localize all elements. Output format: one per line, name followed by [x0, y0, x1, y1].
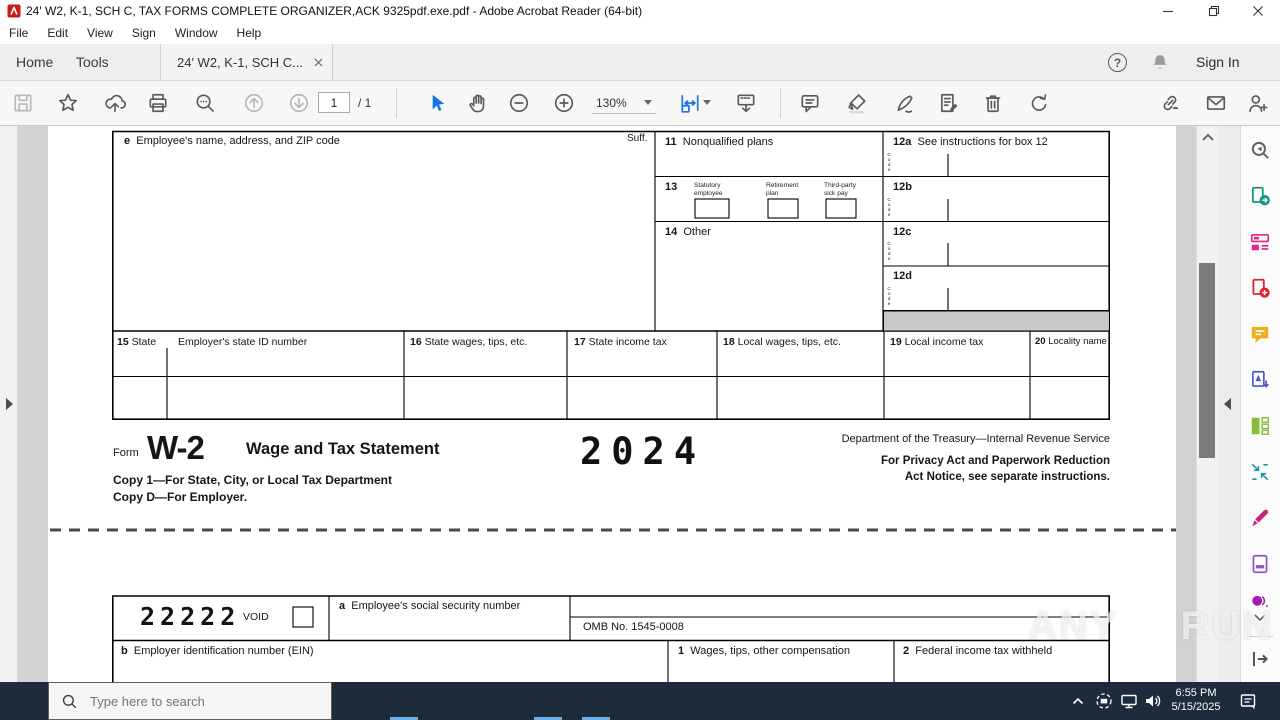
menu-sign[interactable]: Sign [131, 26, 156, 40]
box17-num: 17 [574, 336, 586, 348]
form-name: W-2 [147, 429, 204, 466]
box13-retirement-label: Retirement plan [766, 182, 799, 197]
menu-view[interactable]: View [87, 26, 113, 40]
box15-label: State [131, 336, 157, 348]
box18-num: 18 [723, 336, 735, 348]
taskbar-search-input[interactable] [88, 693, 312, 710]
box13-num: 13 [665, 181, 678, 193]
page-count-label: / 1 [358, 96, 372, 110]
box2-num: 2 [903, 645, 910, 657]
control-number: 22222 [140, 602, 241, 631]
box20-num: 20 [1035, 336, 1046, 347]
taskbar-search-icon [61, 693, 78, 710]
box12a-label: See instructions for box 12 [917, 136, 1048, 148]
box11-label: Nonqualified plans [682, 136, 774, 148]
box12b-code-label: Code [886, 197, 892, 217]
box-e-label: Employee's name, address, and ZIP code [136, 135, 340, 147]
box11-num: 11 [665, 136, 677, 148]
copyd-line: Copy D—For Employer. [113, 490, 248, 504]
menu-help[interactable]: Help [236, 26, 262, 40]
box-a-letter: a [339, 600, 346, 612]
form-year: 2024 [580, 430, 706, 473]
tab-document-label: 24' W2, K-1, SCH C... [177, 54, 304, 70]
box16-label: State wages, tips, etc. [424, 336, 528, 348]
menu-edit[interactable]: Edit [47, 26, 69, 40]
window-title: 24' W2, K-1, SCH C, TAX FORMS COMPLETE ORGANIZER,ACK 9325pdf.exe.pdf - Adobe Acrobat Reader (64-bit) [26, 4, 643, 18]
treasury-line: Department of the Treasury—Internal Revenue Service [841, 433, 1110, 445]
tray-time: 6:55 PM [1175, 687, 1217, 699]
box12c-num: 12c [893, 226, 912, 238]
box-b-letter: b [121, 645, 128, 657]
void-label: VOID [243, 611, 269, 623]
box19-label: Local income tax [904, 336, 984, 348]
omb-label: OMB No. 1545-0008 [583, 621, 684, 633]
suffix-label: Suff. [627, 133, 648, 144]
box12b-num: 12b [893, 181, 912, 193]
help-icon[interactable]: ? [1108, 53, 1127, 72]
tab-tools[interactable]: Tools [76, 54, 109, 70]
tab-home[interactable]: Home [16, 54, 54, 70]
box13-statutory-label: Statutory employee [694, 182, 723, 197]
box-a-label: Employee's social security number [351, 600, 521, 612]
box13-sickpay-label: Third-party sick pay [824, 182, 856, 197]
tray-date: 5/15/2025 [1171, 701, 1221, 713]
box12d-num: 12d [893, 270, 912, 282]
box12a-code-label: Code [886, 152, 892, 172]
box12d-code-label: Code [886, 286, 892, 306]
privacy-line2: Act Notice, see separate instructions. [904, 471, 1110, 483]
box20-label: Locality name [1048, 336, 1107, 347]
zoom-level-value: 130% [596, 95, 627, 110]
tray-chevron-up-icon[interactable] [1068, 691, 1088, 711]
box17-label: State income tax [588, 336, 667, 348]
box-e-letter: e [124, 135, 131, 147]
box14-label: Other [683, 226, 711, 238]
menu-window[interactable]: Window [174, 26, 218, 40]
box12c-code-label: Code [886, 241, 892, 261]
box1-label: Wages, tips, other compensation [690, 645, 851, 657]
privacy-line1: For Privacy Act and Paperwork Reduction [881, 455, 1110, 467]
box1-num: 1 [678, 645, 685, 657]
box16-num: 16 [410, 336, 422, 348]
watermark-text-right: RUN [1180, 603, 1274, 648]
tray-volume-icon[interactable] [1143, 691, 1163, 711]
form-title: Wage and Tax Statement [246, 440, 440, 458]
box18-label: Local wages, tips, etc. [737, 336, 841, 348]
tray-display-icon[interactable] [1094, 691, 1114, 711]
box19-num: 19 [890, 336, 902, 348]
box15-num: 15 [117, 336, 129, 348]
state-id-label: Employer's state ID number [178, 336, 308, 348]
sign-in-button[interactable]: Sign In [1196, 54, 1240, 70]
taskbar-search[interactable] [48, 682, 332, 720]
box2-label: Federal income tax withheld [915, 645, 1053, 657]
copy1-line: Copy 1—For State, City, or Local Tax Department [113, 473, 392, 487]
box12a-num: 12a [893, 136, 912, 148]
menu-file[interactable]: File [9, 26, 29, 40]
form-word: Form [113, 447, 139, 459]
box14-num: 14 [665, 226, 678, 238]
tray-clock[interactable] [1166, 686, 1226, 714]
box-b-label: Employer identification number (EIN) [133, 645, 314, 657]
action-center-icon[interactable] [1238, 691, 1258, 711]
watermark-text-left: ANY [1028, 603, 1119, 648]
tray-network-icon[interactable] [1119, 691, 1139, 711]
